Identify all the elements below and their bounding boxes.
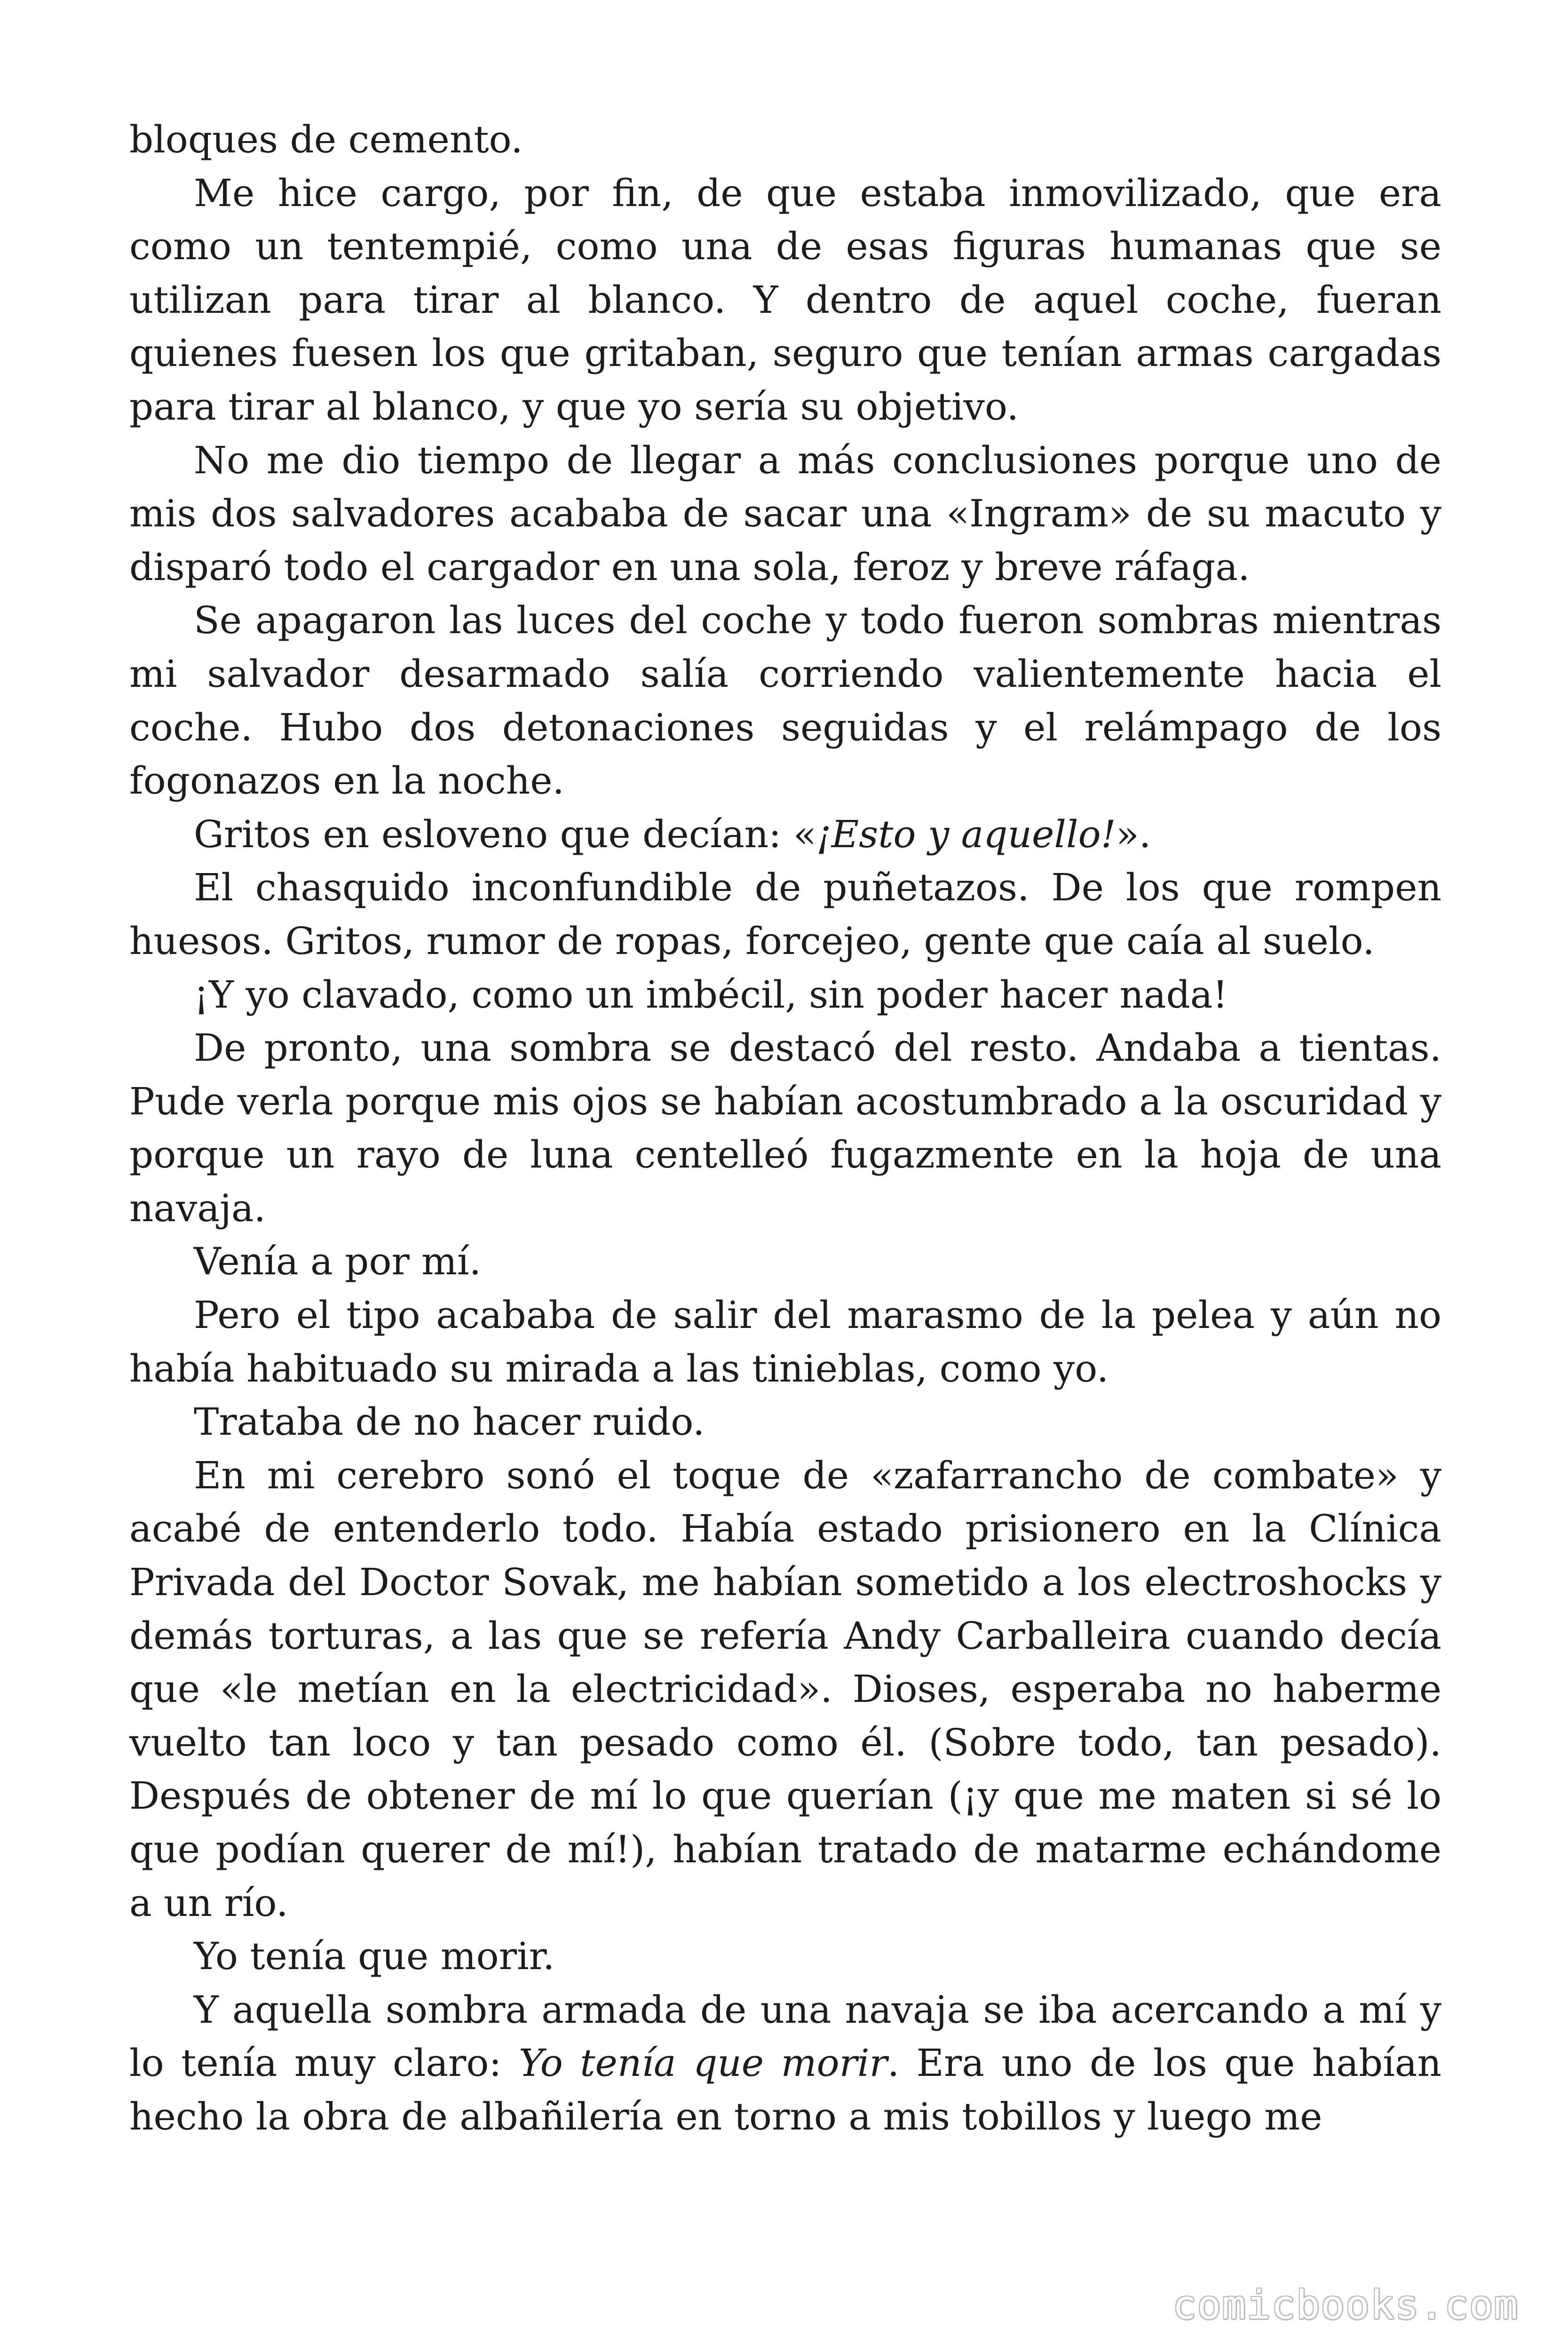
- paragraph-text: Gritos en esloveno que decían: «: [194, 812, 816, 856]
- paragraph-text: ».: [1116, 812, 1151, 856]
- paragraph: [129, 1983, 1441, 2144]
- italic-phrase: Yo tenía que morir: [518, 2041, 887, 2085]
- paragraph: Pero el tipo acababa de salir del marasmo de la pelea y aún no había habituado su mirada a las tinieblas, como yo.: [129, 1293, 1441, 1391]
- paragraph: Trataba de no hacer ruido.: [194, 1400, 705, 1444]
- italic-quote: ¡Esto y aquello!: [816, 812, 1116, 856]
- paragraph: bloques de cemento.: [129, 118, 523, 161]
- paragraph: Me hice cargo, por fin, de que estaba inmovilizado, que era como un tentempié, como una de esas figuras humanas que se utilizan para tirar al blanco. Y dentro de aquel coche, fueran quienes fuesen los que gritaban, seguro que tenían armas cargadas para tirar al blanco, y que yo sería su objetivo.: [129, 171, 1441, 429]
- paragraph-text: Y aquella sombra armada de una navaja se iba acercando a mí y lo tenía muy claro:: [129, 1987, 1441, 2085]
- paragraph: El chasquido inconfundible de puñetazos. De los que rompen huesos. Gritos, rumor de ropas, forcejeo, gente que caía al suelo.: [129, 866, 1441, 963]
- paragraph: En mi cerebro sonó el toque de «zafarrancho de combate» y acabé de entenderlo todo. Había estado prisionero en la Clínica Privada del Doctor Sovak, me habían sometido a los electroshocks y demás torturas, a las que se refería Andy Carballeira cuando decía que «le metían en la electricidad». Dioses, esperaba no haberme vuelto tan loco y tan pesado como él. (Sobre todo, tan pesado). Después de obtener de mí lo que querían (¡y que me maten si sé lo que podían querer de mí!), habían tratado de matarme echándome a un río.: [129, 1453, 1441, 1925]
- paragraph-text: . Era uno de los que habían hecho la obra de albañilería en torno a mis tobillos y luego me: [129, 2041, 1442, 2138]
- paragraph: No me dio tiempo de llegar a más conclusiones porque uno de mis dos salvadores acababa de sacar una «Ingram» de su macuto y disparó todo el cargador en una sola, feroz y breve ráfaga.: [129, 438, 1441, 589]
- paragraph: Venía a por mí.: [194, 1240, 482, 1284]
- book-page-text: [129, 113, 1441, 2144]
- paragraph: De pronto, una sombra se destacó del resto. Andaba a tientas. Pude verla porque mis ojos se habían acostumbrado a la oscuridad y porque un rayo de luna centelleó fugazmente en la hoja de una navaja.: [129, 1026, 1441, 1230]
- paragraph: [129, 808, 1441, 861]
- paragraph: ¡Y yo clavado, como un imbécil, sin poder hacer nada!: [194, 972, 1228, 1017]
- watermark: comicbooks.com: [1172, 2282, 1519, 2328]
- paragraph: Se apagaron las luces del coche y todo fueron sombras mientras mi salvador desarmado salía corriendo valientemente hacia el coche. Hubo dos detonaciones seguidas y el relámpago de los fogonazos en la noche.: [129, 598, 1441, 803]
- paragraph: Yo tenía que morir.: [194, 1934, 555, 1979]
